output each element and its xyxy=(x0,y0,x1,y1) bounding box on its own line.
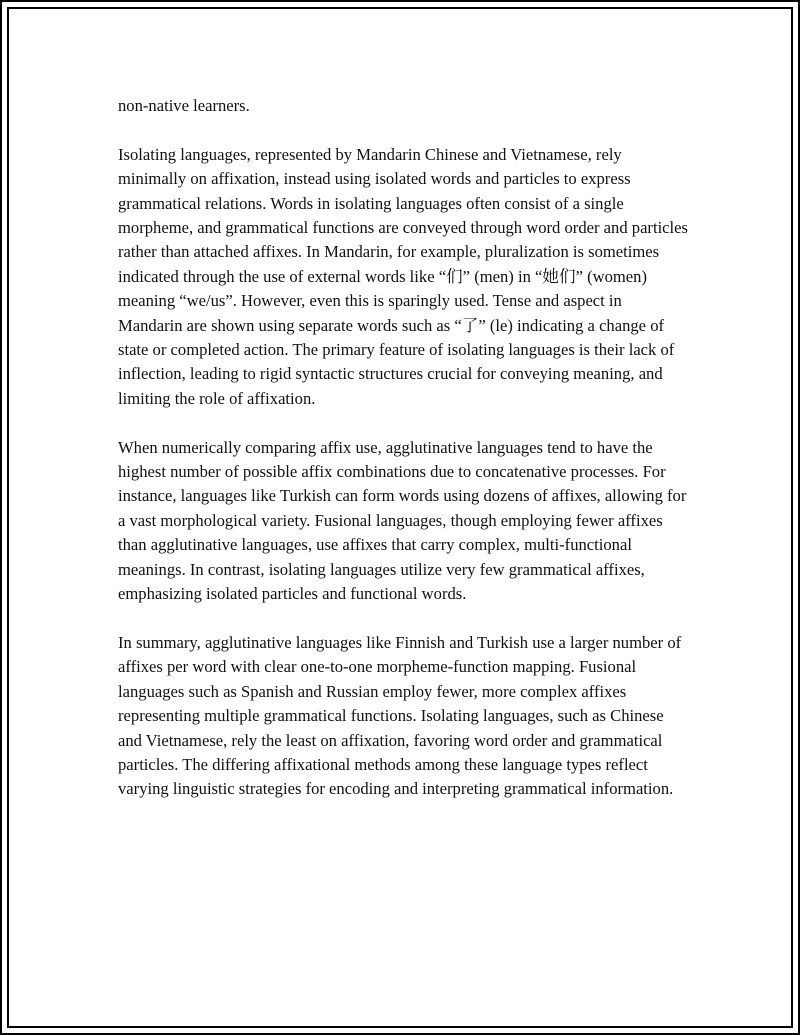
paragraph-continuation: non-native learners. xyxy=(118,96,250,115)
paragraph-numerical-comparison: When numerically comparing affix use, agglutinative languages tend to have the highest number of possible affix combinations due to concatenative processes. For instance, languages like Turkish can form words using dozens of affixes, allowing for a vast morphological variety. Fusional languages, though employing fewer affixes than agglutinative languages, use affixes that carry complex, multi-functional meanings. In contrast, isolating languages utilize very few grammatical affixes, emphasizing isolated particles and functional words. xyxy=(118,437,687,604)
document-body xyxy=(118,94,690,826)
paragraph-summary: In summary, agglutinative languages like Finnish and Turkish use a larger number of affixes per word with clear one-to-one morpheme-function mapping. Fusional languages such as Spanish and Russian employ fewer, more complex affixes representing multiple grammatical functions. Isolating languages, such as Chinese and Vietnamese, rely the least on affixation, favoring word order and grammatical particles. The differing affixational methods among these language types reflect varying linguistic strategies for encoding and interpreting grammatical information. xyxy=(118,632,682,799)
paragraph-isolating-languages: Isolating languages, represented by Mandarin Chinese and Vietnamese, rely minimally on affixation, instead using isolated words and particles to express grammatical relations. Words in isolating languages often consist of a single morpheme, and grammatical functions are conveyed through word order and particles rather than attached affixes. In Mandarin, for example, pluralization is sometimes indicated through the use of external words like “们” (men) in “她们” (women) meaning “we/us”. However, even this is sparingly used. Tense and aspect in Mandarin are shown using separate words such as “了” (le) indicating a change of state or completed action. The primary feature of isolating languages is their lack of inflection, leading to rigid syntactic structures crucial for conveying meaning, and limiting the role of affixation. xyxy=(118,144,688,408)
